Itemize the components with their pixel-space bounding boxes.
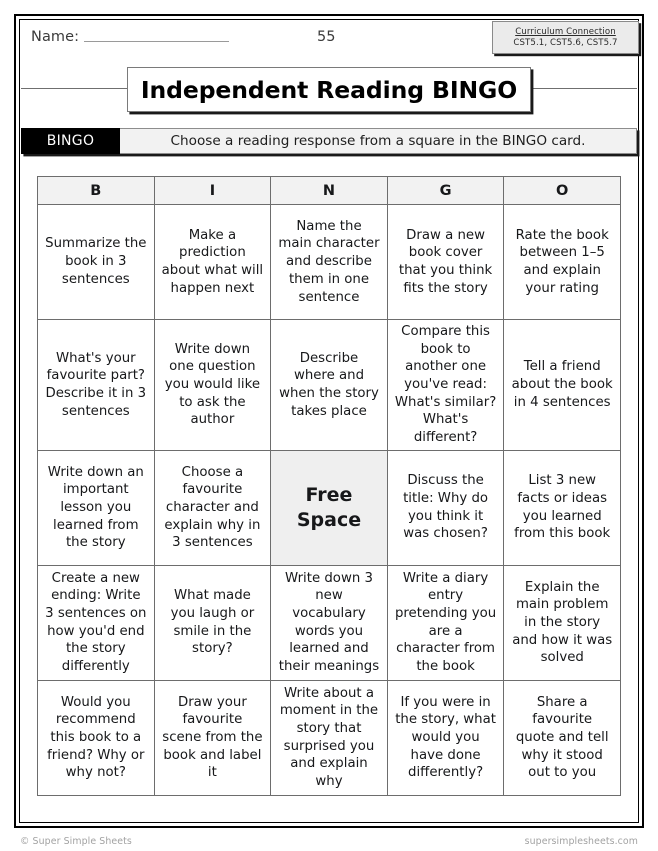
bingo-cell[interactable]: If you were in the story, what would you have done differently? — [387, 680, 504, 795]
curriculum-connection-codes: CST5.1, CST5.6, CST5.7 — [513, 38, 618, 48]
bingo-grid — [37, 176, 621, 796]
instruction-tag-label: BINGO — [21, 128, 120, 154]
bingo-column-header-i: I — [154, 177, 271, 205]
bingo-row — [38, 680, 621, 795]
bingo-header-row — [38, 177, 621, 205]
bingo-cell[interactable]: Make a prediction about what will happen next — [154, 205, 271, 320]
bingo-column-header-n: N — [271, 177, 388, 205]
bingo-cell[interactable]: Explain the main problem in the story and how it was solved — [504, 565, 621, 680]
name-write-line[interactable] — [84, 41, 229, 42]
worksheet-header — [21, 21, 637, 61]
bingo-cell[interactable]: Tell a friend about the book in 4 sentences — [504, 320, 621, 451]
worksheet-content — [21, 21, 637, 821]
bingo-cell[interactable]: List 3 new facts or ideas you learned from this book — [504, 450, 621, 565]
bingo-cell[interactable]: Discuss the title: Why do you think it was chosen? — [387, 450, 504, 565]
bingo-cell[interactable]: Summarize the book in 3 sentences — [38, 205, 155, 320]
page-footer — [20, 836, 638, 847]
bingo-cell[interactable]: Draw your favourite scene from the book and label it — [154, 680, 271, 795]
name-field[interactable] — [31, 29, 229, 45]
bingo-cell[interactable]: Write down 3 new vocabulary words you learned and their meanings — [271, 565, 388, 680]
bingo-cell[interactable]: Describe where and when the story takes place — [271, 320, 388, 451]
curriculum-connection-box — [492, 21, 639, 54]
bingo-cell[interactable]: Draw a new book cover that you think fits the story — [387, 205, 504, 320]
bingo-cell[interactable]: Write a diary entry pretending you are a character from the book — [387, 565, 504, 680]
bingo-row — [38, 320, 621, 451]
bingo-cell[interactable]: Compare this book to another one you've read: What's similar? What's different? — [387, 320, 504, 451]
bingo-card — [37, 176, 621, 796]
bingo-row — [38, 565, 621, 680]
bingo-cell[interactable]: Write about a moment in the story that surprised you and explain why — [271, 680, 388, 795]
bingo-column-header-g: G — [387, 177, 504, 205]
name-label: Name: — [31, 29, 80, 45]
title-band — [21, 67, 637, 113]
bingo-cell[interactable]: Share a favourite quote and tell why it stood out to you — [504, 680, 621, 795]
footer-copyright: © Super Simple Sheets — [20, 836, 132, 847]
bingo-cell[interactable]: Write down one question you would like to ask the author — [154, 320, 271, 451]
bingo-cell[interactable]: What's your favourite part? Describe it in 3 sentences — [38, 320, 155, 451]
instruction-text: Choose a reading response from a square in the BINGO card. — [120, 128, 637, 154]
page-title: Independent Reading BINGO — [140, 75, 518, 104]
bingo-column-header-o: O — [504, 177, 621, 205]
bingo-row — [38, 205, 621, 320]
bingo-cell[interactable]: Create a new ending: Write 3 sentences on how you'd end the story differently — [38, 565, 155, 680]
bingo-row — [38, 450, 621, 565]
bingo-cell[interactable]: Rate the book between 1–5 and explain your rating — [504, 205, 621, 320]
title-box — [127, 67, 531, 112]
bingo-column-header-b: B — [38, 177, 155, 205]
bingo-cell[interactable]: Would you recommend this book to a friend? Why or why not? — [38, 680, 155, 795]
bingo-cell-free-space[interactable]: Free Space — [271, 450, 388, 565]
bingo-cell[interactable]: Name the main character and describe them in one sentence — [271, 205, 388, 320]
bingo-cell[interactable]: Choose a favourite character and explain why in 3 sentences — [154, 450, 271, 565]
curriculum-connection-title: Curriculum Connection — [515, 27, 616, 37]
bingo-cell[interactable]: What made you laugh or smile in the story? — [154, 565, 271, 680]
footer-website[interactable]: supersimplesheets.com — [524, 836, 638, 847]
instruction-bar — [21, 128, 637, 154]
bingo-cell[interactable]: Write down an important lesson you learned from the story — [38, 450, 155, 565]
page-number: 55 — [317, 29, 336, 45]
